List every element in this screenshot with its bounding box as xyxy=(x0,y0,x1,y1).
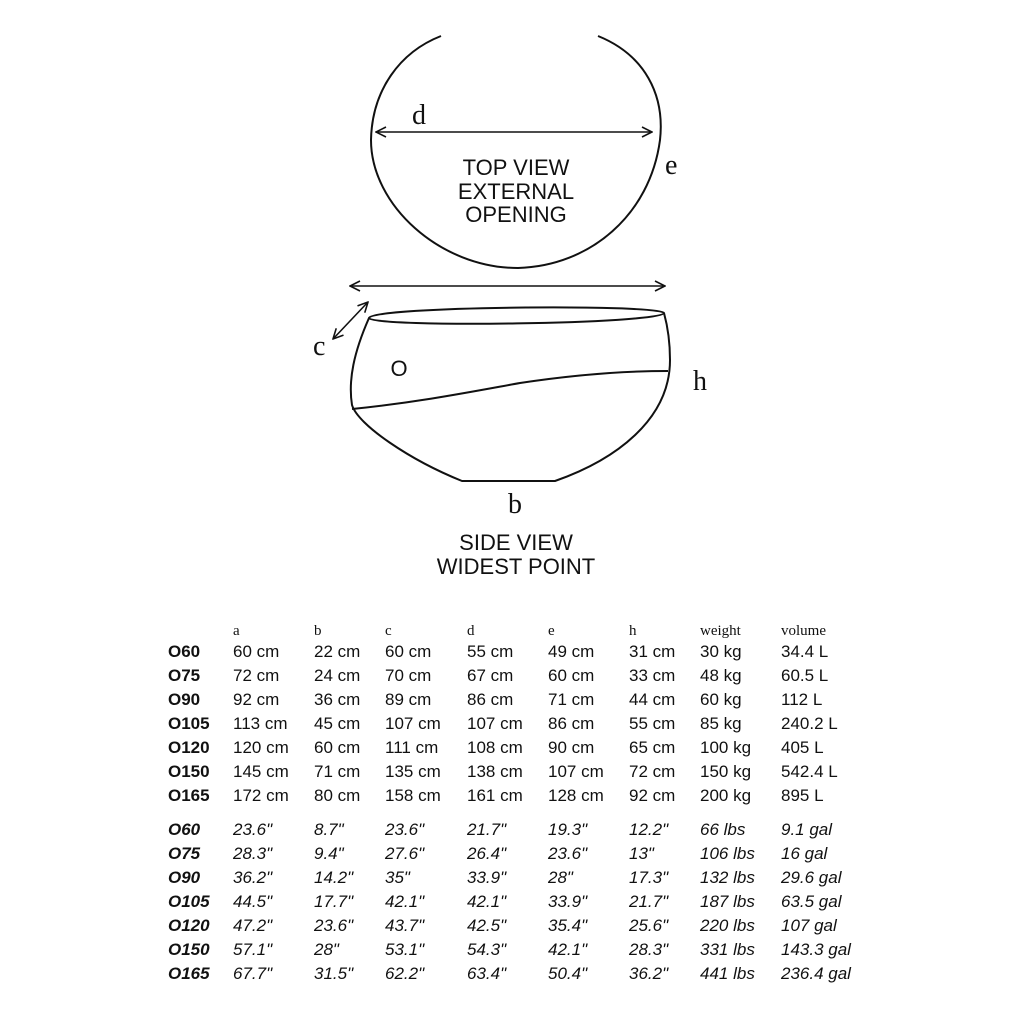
table-row xyxy=(168,962,871,986)
cell-e: 19.3" xyxy=(548,820,588,839)
header-volume: volume xyxy=(781,623,826,639)
cell-a: 92 cm xyxy=(233,690,280,709)
spacer-cell xyxy=(168,808,871,818)
cell-c: 53.1" xyxy=(385,940,425,959)
cell-d: 67 cm xyxy=(467,666,514,685)
cell-model: O165 xyxy=(168,964,210,983)
cell-d: 54.3" xyxy=(467,940,507,959)
cell-h: 36.2" xyxy=(629,964,669,983)
cell-model: O105 xyxy=(168,714,210,733)
cell-e: 71 cm xyxy=(548,690,595,709)
cell-b: 8.7" xyxy=(314,820,344,839)
cell-c: 135 cm xyxy=(385,762,441,781)
cell-h: 44 cm xyxy=(629,690,676,709)
cell-b: 60 cm xyxy=(314,738,361,757)
cell-volume: 405 L xyxy=(781,738,824,757)
table-row xyxy=(168,866,871,890)
table-row xyxy=(168,736,871,760)
cell-volume: 542.4 L xyxy=(781,762,838,781)
top-view-caption-line-3: OPENING xyxy=(465,202,567,227)
cell-h: 65 cm xyxy=(629,738,676,757)
metric-rows xyxy=(168,640,871,808)
cell-c: 89 cm xyxy=(385,690,432,709)
cell-c: 107 cm xyxy=(385,714,441,733)
cell-h: 33 cm xyxy=(629,666,676,685)
cell-b: 80 cm xyxy=(314,786,361,805)
section-spacer xyxy=(168,808,871,818)
cell-volume: 143.3 gal xyxy=(781,940,851,959)
cell-h: 17.3" xyxy=(629,868,669,887)
cell-e: 90 cm xyxy=(548,738,595,757)
cell-d: 42.1" xyxy=(467,892,507,911)
cell-weight: 150 kg xyxy=(700,762,752,781)
cell-c: 43.7" xyxy=(385,916,425,935)
cell-a: 36.2" xyxy=(233,868,273,887)
cell-d: 86 cm xyxy=(467,690,514,709)
cell-e: 49 cm xyxy=(548,642,595,661)
cell-e: 128 cm xyxy=(548,786,604,805)
cell-a: 145 cm xyxy=(233,762,289,781)
cell-model: O150 xyxy=(168,940,210,959)
cell-weight: 331 lbs xyxy=(700,940,755,959)
cell-c: 70 cm xyxy=(385,666,432,685)
cell-h: 31 cm xyxy=(629,642,676,661)
cell-d: 161 cm xyxy=(467,786,523,805)
cell-volume: 34.4 L xyxy=(781,642,829,661)
cell-weight: 30 kg xyxy=(700,642,742,661)
cell-b: 71 cm xyxy=(314,762,361,781)
cell-model: O60 xyxy=(168,820,201,839)
cell-weight: 100 kg xyxy=(700,738,752,757)
cell-h: 92 cm xyxy=(629,786,676,805)
cell-weight: 106 lbs xyxy=(700,844,755,863)
cell-volume: 107 gal xyxy=(781,916,837,935)
table-row xyxy=(168,664,871,688)
cell-model: O90 xyxy=(168,868,201,887)
cell-h: 55 cm xyxy=(629,714,676,733)
cell-c: 60 cm xyxy=(385,642,432,661)
cell-weight: 66 lbs xyxy=(700,820,746,839)
cell-c: 23.6" xyxy=(385,820,425,839)
cell-volume: 63.5 gal xyxy=(781,892,842,911)
table-row xyxy=(168,938,871,962)
label-o: O xyxy=(390,356,408,381)
cell-model: O165 xyxy=(168,786,210,805)
cell-a: 60 cm xyxy=(233,642,280,661)
cell-d: 26.4" xyxy=(467,844,507,863)
cell-d: 21.7" xyxy=(467,820,507,839)
cell-volume: 895 L xyxy=(781,786,824,805)
side-view-caption-line-2: WIDEST POINT xyxy=(436,554,596,579)
table-row xyxy=(168,914,871,938)
cell-b: 28" xyxy=(314,940,339,959)
cell-c: 27.6" xyxy=(385,844,425,863)
spacer-row xyxy=(168,808,871,818)
header-c: c xyxy=(385,623,392,639)
cell-c: 35" xyxy=(385,868,410,887)
table-row xyxy=(168,842,871,866)
cell-e: 42.1" xyxy=(548,940,588,959)
cell-model: O90 xyxy=(168,690,201,709)
table-row xyxy=(168,760,871,784)
table-row xyxy=(168,688,871,712)
cell-h: 13" xyxy=(629,844,654,863)
header-model xyxy=(168,620,233,640)
header-b: b xyxy=(314,623,322,639)
cell-b: 17.7" xyxy=(314,892,354,911)
cell-d: 63.4" xyxy=(467,964,507,983)
cell-e: 60 cm xyxy=(548,666,595,685)
table-row xyxy=(168,640,871,664)
cell-model: O105 xyxy=(168,892,210,911)
header-weight: weight xyxy=(700,623,741,639)
cell-a: 44.5" xyxy=(233,892,273,911)
cell-volume: 112 L xyxy=(781,690,823,709)
cell-d: 107 cm xyxy=(467,714,523,733)
cell-b: 9.4" xyxy=(314,844,344,863)
cell-model: O60 xyxy=(168,642,201,661)
cell-b: 36 cm xyxy=(314,690,361,709)
cell-model: O150 xyxy=(168,762,210,781)
table-header-row xyxy=(168,620,871,640)
cell-d: 33.9" xyxy=(467,868,507,887)
cell-h: 21.7" xyxy=(629,892,669,911)
cell-weight: 85 kg xyxy=(700,714,742,733)
header-d: d xyxy=(467,623,475,639)
cell-d: 138 cm xyxy=(467,762,523,781)
label-e: e xyxy=(665,150,678,181)
cell-model: O75 xyxy=(168,666,201,685)
top-view-caption-line-1: TOP VIEW xyxy=(462,155,570,180)
cell-a: 47.2" xyxy=(233,916,273,935)
cell-e: 86 cm xyxy=(548,714,595,733)
cell-a: 57.1" xyxy=(233,940,273,959)
imperial-rows xyxy=(168,818,871,986)
cell-b: 22 cm xyxy=(314,642,361,661)
cell-a: 120 cm xyxy=(233,738,289,757)
cell-a: 67.7" xyxy=(233,964,273,983)
side-view-caption-line-1: SIDE VIEW xyxy=(459,530,573,555)
cell-e: 107 cm xyxy=(548,762,604,781)
cell-e: 28" xyxy=(548,868,573,887)
cell-c: 111 cm xyxy=(385,738,439,757)
cell-b: 45 cm xyxy=(314,714,361,733)
label-c: c xyxy=(313,331,326,362)
header-e: e xyxy=(548,623,555,639)
cell-e: 33.9" xyxy=(548,892,588,911)
cell-h: 72 cm xyxy=(629,762,676,781)
cell-h: 28.3" xyxy=(629,940,669,959)
table-row xyxy=(168,818,871,842)
cell-a: 23.6" xyxy=(233,820,273,839)
label-b: b xyxy=(508,489,522,520)
table-row xyxy=(168,784,871,808)
top-view xyxy=(371,36,677,268)
cell-b: 31.5" xyxy=(314,964,354,983)
cell-weight: 200 kg xyxy=(700,786,752,805)
cell-weight: 441 lbs xyxy=(700,964,755,983)
size-specifications-table xyxy=(168,620,871,986)
cell-volume: 9.1 gal xyxy=(781,820,833,839)
cell-volume: 16 gal xyxy=(781,844,828,863)
cell-d: 42.5" xyxy=(467,916,507,935)
cell-weight: 60 kg xyxy=(700,690,742,709)
cell-b: 23.6" xyxy=(314,916,354,935)
cell-a: 72 cm xyxy=(233,666,280,685)
cell-d: 108 cm xyxy=(467,738,523,757)
side-view-rim xyxy=(369,307,664,323)
cell-volume: 236.4 gal xyxy=(781,964,851,983)
cell-b: 14.2" xyxy=(314,868,354,887)
cell-weight: 220 lbs xyxy=(700,916,755,935)
cell-model: O120 xyxy=(168,738,210,757)
table-row xyxy=(168,890,871,914)
cell-c: 62.2" xyxy=(385,964,425,983)
top-view-caption-line-2: EXTERNAL xyxy=(457,179,575,204)
cell-c: 42.1" xyxy=(385,892,425,911)
cell-volume: 240.2 L xyxy=(781,714,838,733)
cell-weight: 48 kg xyxy=(700,666,742,685)
label-h: h xyxy=(693,366,707,397)
top-view-outline xyxy=(371,36,661,268)
cell-volume: 60.5 L xyxy=(781,666,829,685)
cell-weight: 187 lbs xyxy=(700,892,755,911)
header-h: h xyxy=(629,623,637,639)
side-view-body-outline xyxy=(351,313,670,481)
cell-h: 12.2" xyxy=(629,820,669,839)
side-view xyxy=(313,286,707,579)
cell-h: 25.6" xyxy=(629,916,669,935)
cell-d: 55 cm xyxy=(467,642,514,661)
cell-volume: 29.6 gal xyxy=(781,868,842,887)
cell-e: 35.4" xyxy=(548,916,588,935)
cell-weight: 132 lbs xyxy=(700,868,755,887)
cell-e: 23.6" xyxy=(548,844,588,863)
cell-a: 28.3" xyxy=(233,844,273,863)
cell-e: 50.4" xyxy=(548,964,588,983)
cell-c: 158 cm xyxy=(385,786,441,805)
cell-a: 172 cm xyxy=(233,786,289,805)
label-d: d xyxy=(412,100,426,131)
cell-model: O75 xyxy=(168,844,201,863)
cell-model: O120 xyxy=(168,916,210,935)
table-row xyxy=(168,712,871,736)
cell-b: 24 cm xyxy=(314,666,361,685)
header-a: a xyxy=(233,623,240,639)
cell-a: 113 cm xyxy=(233,714,288,733)
